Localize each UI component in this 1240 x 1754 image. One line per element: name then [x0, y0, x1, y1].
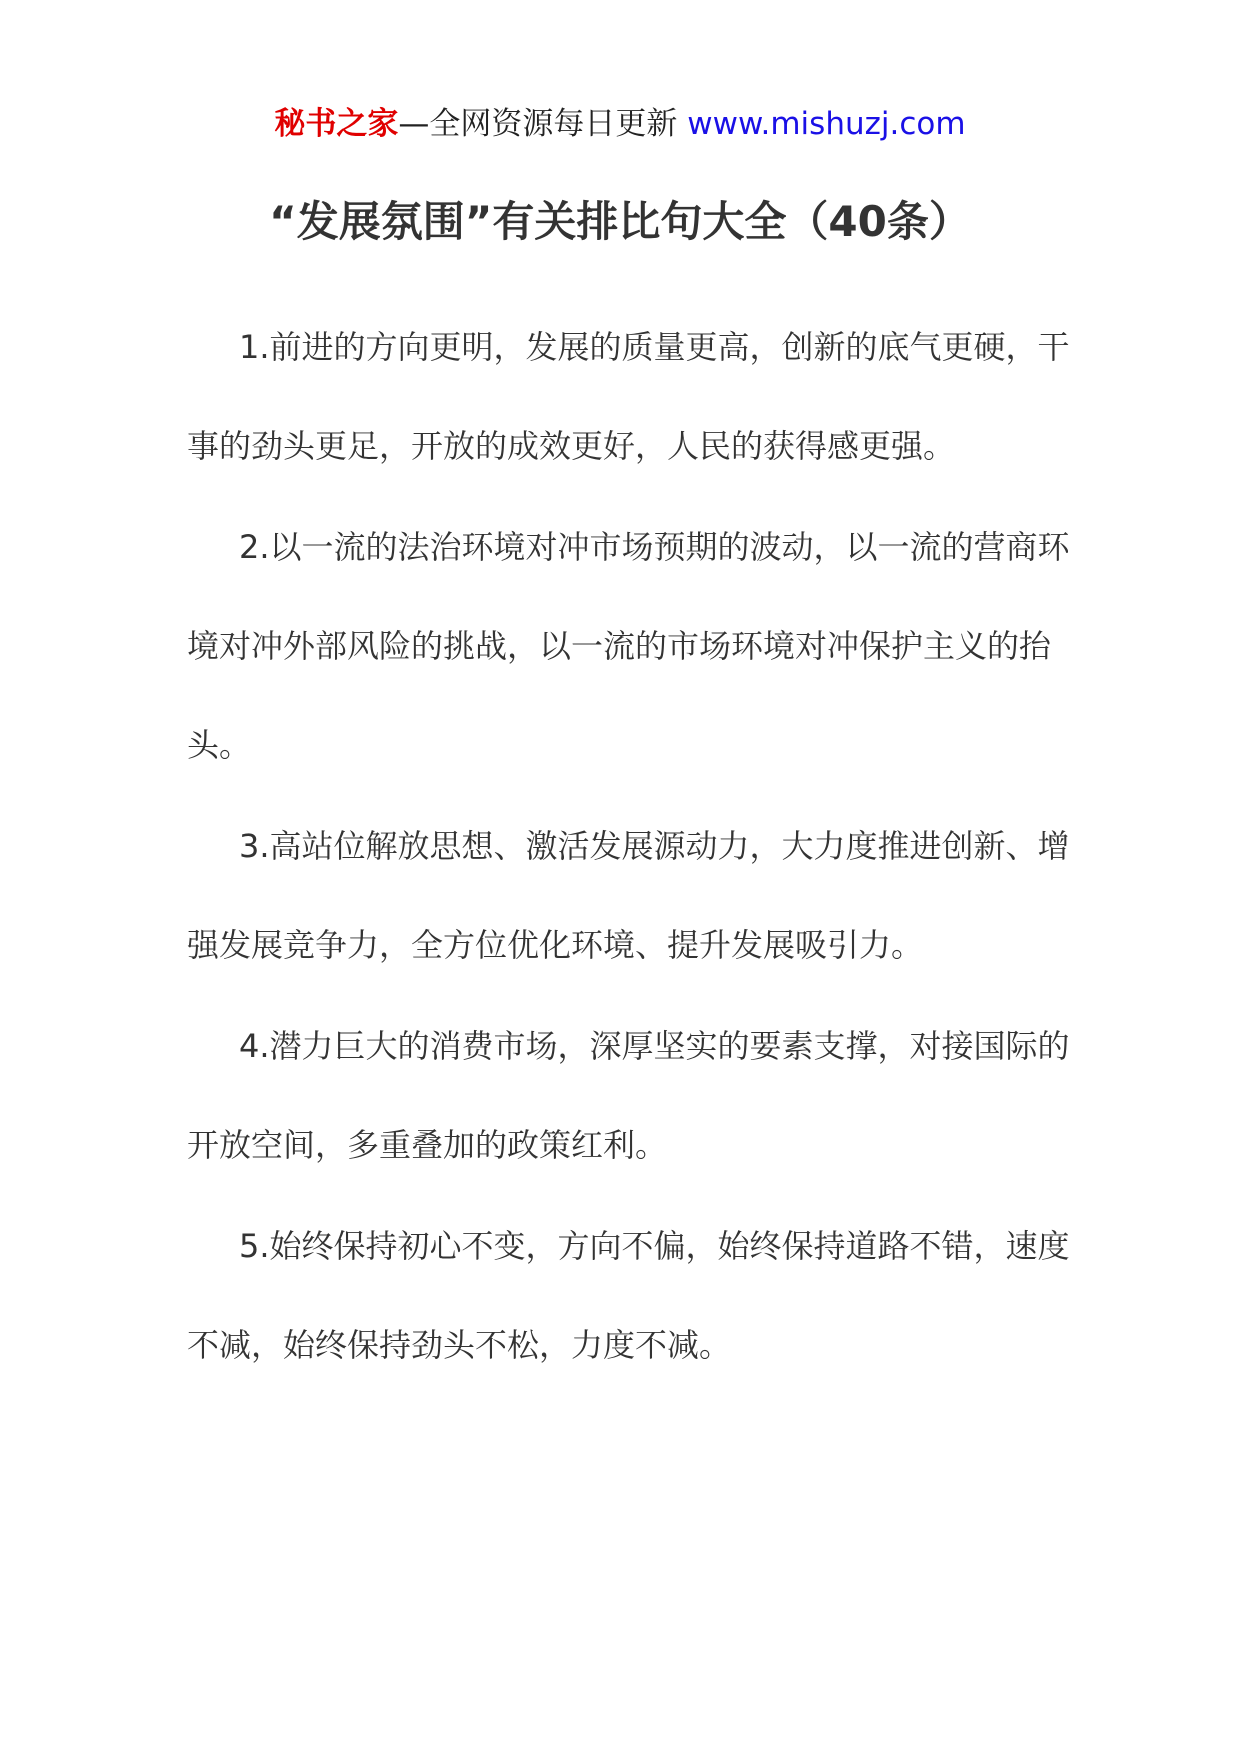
site-header	[0, 100, 1240, 148]
site-tagline: —全网资源每日更新	[398, 106, 678, 142]
paragraph-5: 5.始终保持初心不变，方向不偏，始终保持道路不错，速度不减，始终保持劲头不松，力度不减。	[187, 1227, 1070, 1364]
paragraph-4: 4.潜力巨大的消费市场，深厚坚实的要素支撑，对接国际的开放空间，多重叠加的政策红利。	[187, 1027, 1070, 1164]
paragraph-3: 3.高站位解放思想、激活发展源动力，大力度推进创新、增强发展竞争力，全方位优化环境、提升发展吸引力。	[187, 827, 1070, 964]
document-title: “发展氛围”有关排比句大全（40条）	[269, 197, 971, 246]
paragraph-1: 1.前进的方向更明，发展的质量更高，创新的底气更硬，干事的劲头更足，开放的成效更好，人民的获得感更强。	[187, 328, 1070, 465]
site-url-link[interactable]: www.mishuzj.com	[687, 106, 966, 142]
paragraph-2: 2.以一流的法治环境对冲市场预期的波动，以一流的营商环境对冲外部风险的挑战，以一流的市场环境对冲保护主义的抬头。	[187, 528, 1070, 764]
brand-name: 秘书之家	[274, 106, 399, 142]
document-body	[187, 298, 1087, 1397]
